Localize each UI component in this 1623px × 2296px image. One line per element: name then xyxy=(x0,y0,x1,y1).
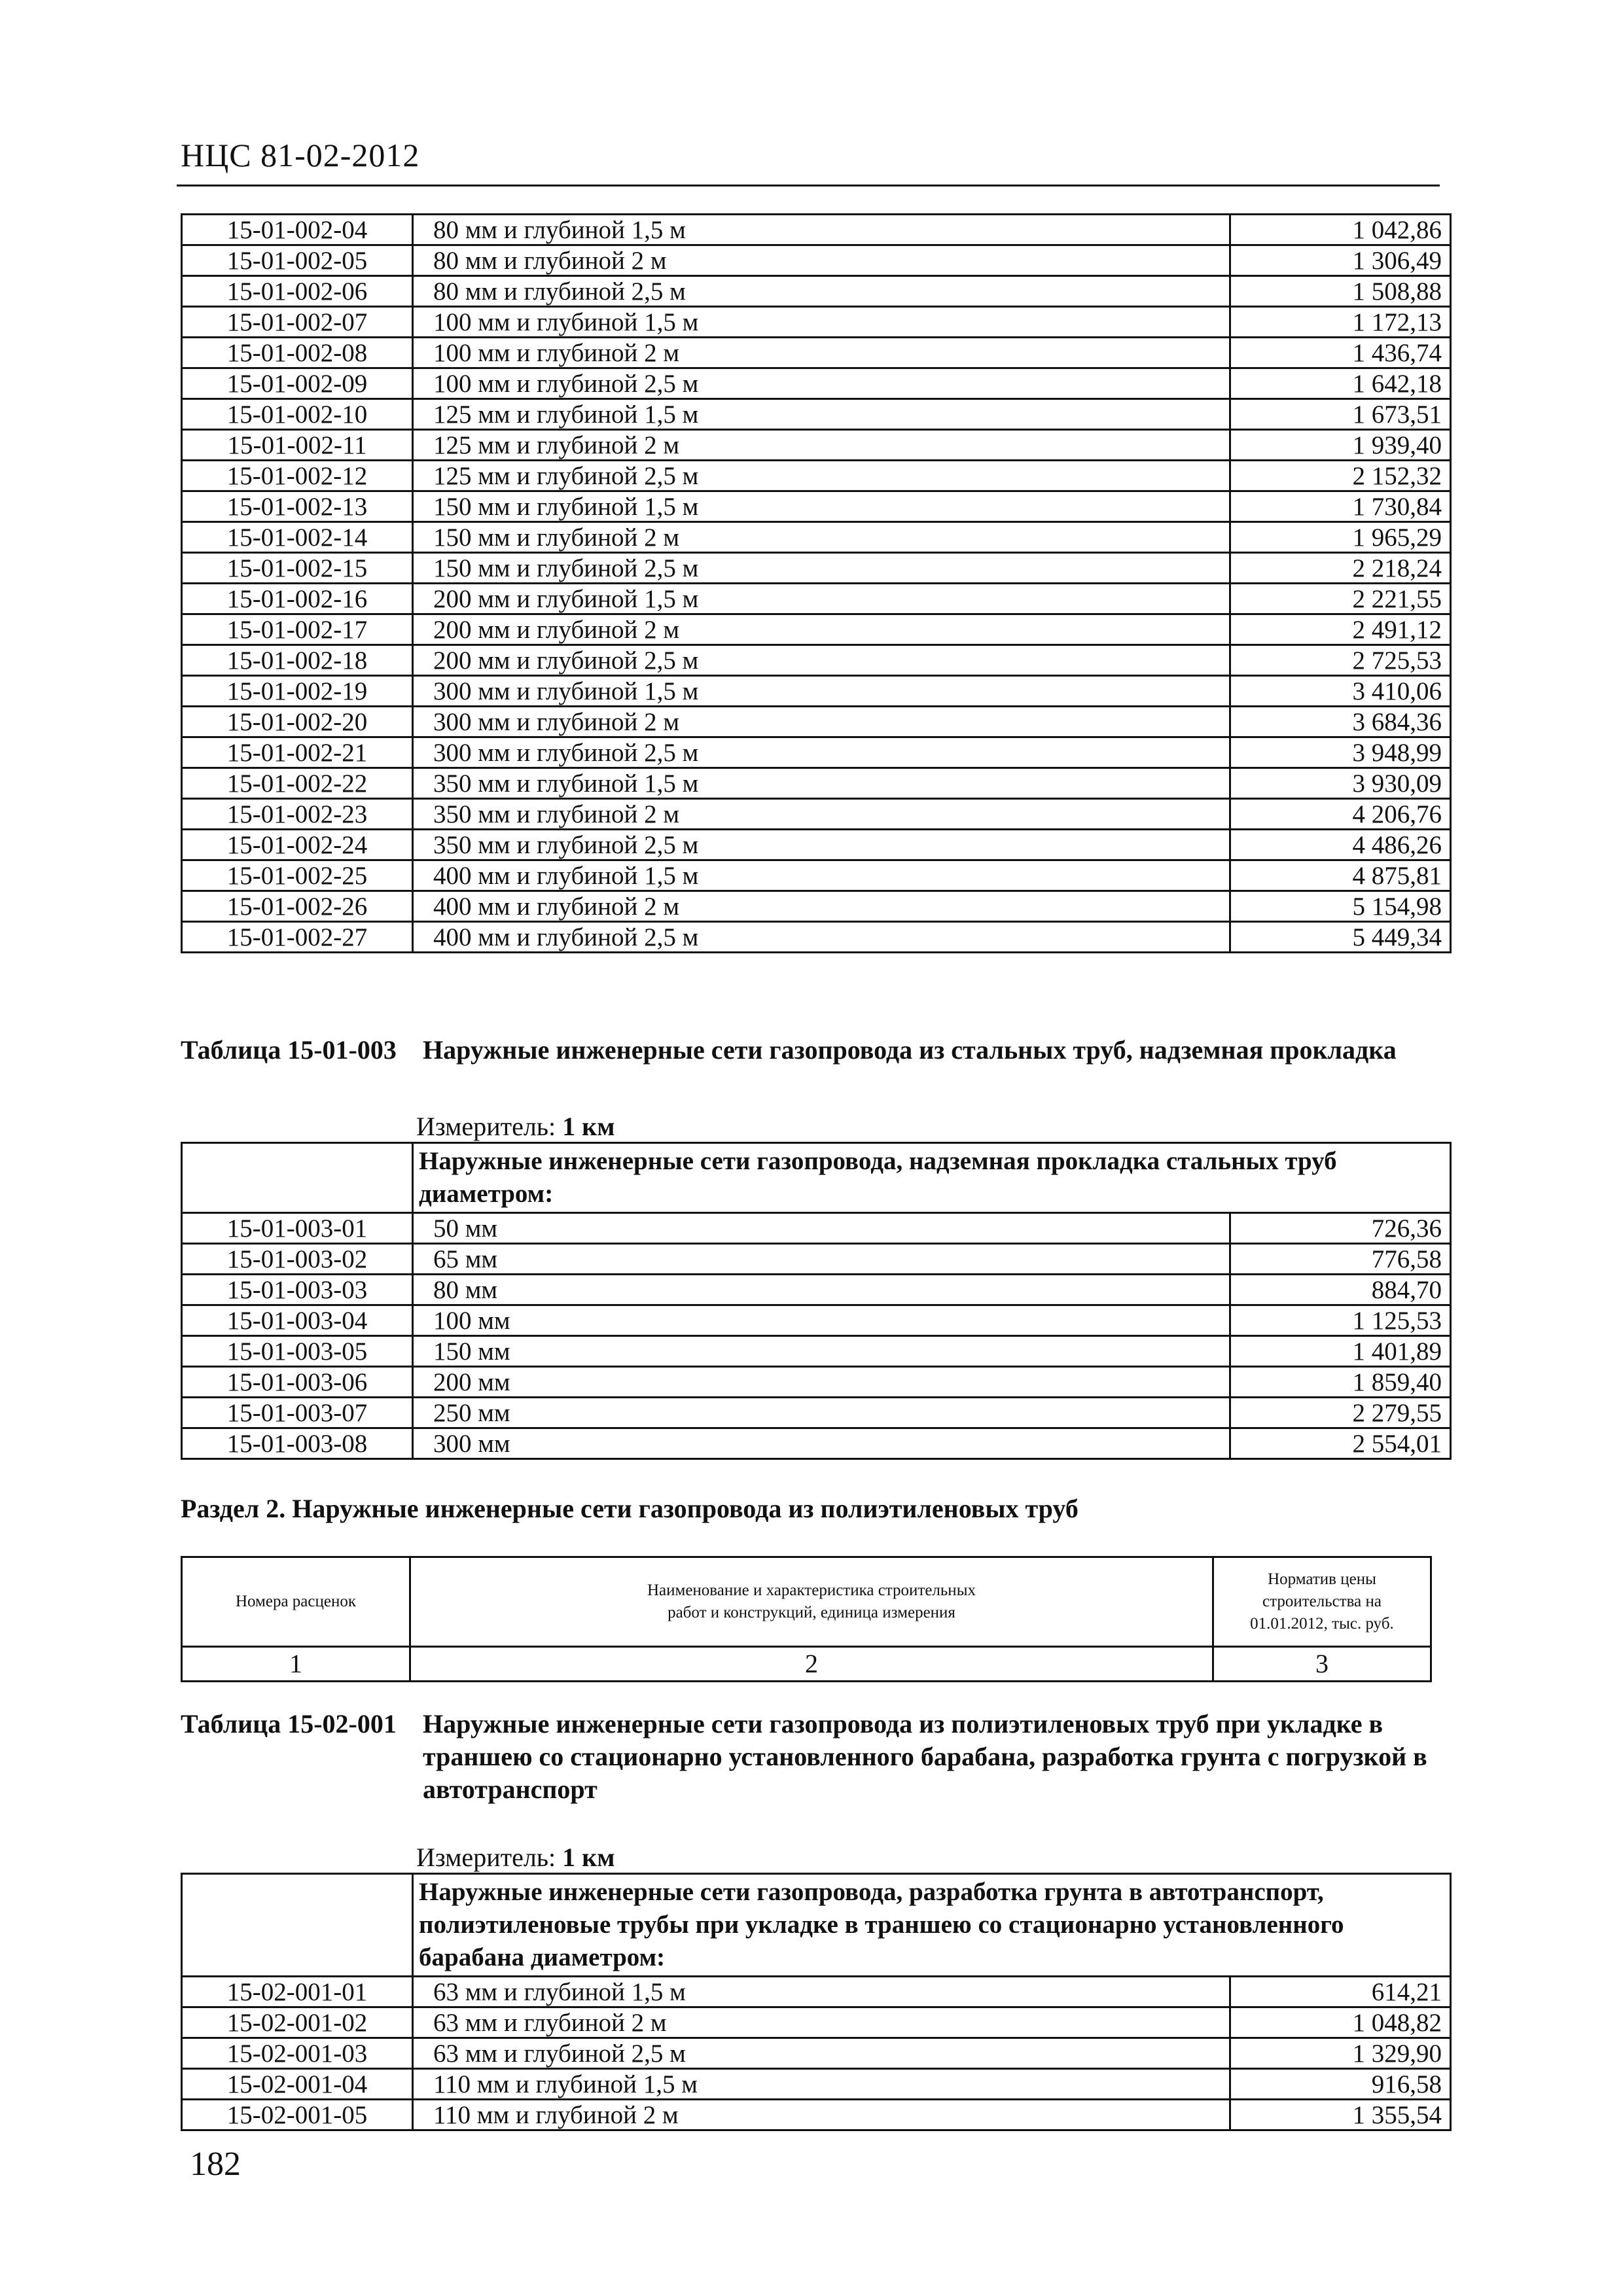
table-group-row xyxy=(182,1874,1451,1977)
table-row xyxy=(182,522,1451,553)
price-value: 1 642,18 xyxy=(1230,368,1451,399)
price-value: 1 355,54 xyxy=(1230,2100,1451,2130)
page-number: 182 xyxy=(190,2146,241,2183)
rate-code: 15-01-002-16 xyxy=(182,584,413,614)
empty-code-cell xyxy=(182,1143,413,1213)
table-label: Таблица 15-02-001 xyxy=(181,1709,397,1739)
price-value: 1 859,40 xyxy=(1230,1367,1451,1398)
table-row xyxy=(182,1428,1451,1459)
rate-code: 15-01-002-09 xyxy=(182,368,413,399)
item-description: 125 мм и глубиной 2,5 м xyxy=(413,461,1230,491)
item-description: 100 мм и глубиной 2,5 м xyxy=(413,368,1230,399)
column-number: 1 xyxy=(182,1647,410,1682)
price-value: 776,58 xyxy=(1230,1244,1451,1275)
column-number: 3 xyxy=(1213,1647,1431,1682)
rate-code: 15-02-001-04 xyxy=(182,2069,413,2100)
price-value: 614,21 xyxy=(1230,1977,1451,2007)
price-value: 3 948,99 xyxy=(1230,737,1451,768)
unit-value: 1 км xyxy=(562,1843,615,1872)
column-header-name xyxy=(410,1557,1213,1647)
table-row xyxy=(182,1213,1451,1244)
column-header-table xyxy=(181,1556,1432,1682)
price-value: 2 279,55 xyxy=(1230,1398,1451,1428)
rate-code: 15-01-002-04 xyxy=(182,215,413,245)
item-description: 80 мм и глубиной 1,5 м xyxy=(413,215,1230,245)
rate-code: 15-01-002-07 xyxy=(182,307,413,338)
table-row xyxy=(182,430,1451,461)
table-body xyxy=(182,215,1451,953)
price-value: 2 152,32 xyxy=(1230,461,1451,491)
price-value: 2 491,12 xyxy=(1230,614,1451,645)
table-row xyxy=(182,338,1451,368)
table-row xyxy=(182,707,1451,737)
table-row xyxy=(182,799,1451,830)
item-description: 110 мм и глубиной 1,5 м xyxy=(413,2069,1230,2100)
item-description: 100 мм xyxy=(413,1305,1230,1336)
rate-code: 15-01-002-19 xyxy=(182,676,413,707)
item-description: 80 мм xyxy=(413,1275,1230,1305)
price-value: 1 042,86 xyxy=(1230,215,1451,245)
rate-code: 15-02-001-03 xyxy=(182,2038,413,2069)
rate-code: 15-01-003-08 xyxy=(182,1428,413,1459)
rate-code: 15-01-002-10 xyxy=(182,399,413,430)
rate-code: 15-01-002-17 xyxy=(182,614,413,645)
unit-value: 1 км xyxy=(562,1112,615,1141)
item-description: 63 мм и глубиной 2,5 м xyxy=(413,2038,1230,2069)
table-label: Таблица 15-01-003 xyxy=(181,1035,397,1065)
table-row xyxy=(182,1977,1451,2007)
document-code-header: НЦС 81-02-2012 xyxy=(181,137,420,173)
rate-code: 15-01-003-04 xyxy=(182,1305,413,1336)
price-value: 3 410,06 xyxy=(1230,676,1451,707)
rate-code: 15-01-002-27 xyxy=(182,922,413,953)
price-value: 1 436,74 xyxy=(1230,338,1451,368)
column-header-price xyxy=(1213,1557,1431,1647)
price-value: 1 508,88 xyxy=(1230,276,1451,307)
item-description: 125 мм и глубиной 2 м xyxy=(413,430,1230,461)
column-header-row xyxy=(182,1557,1431,1647)
rate-code: 15-01-003-06 xyxy=(182,1367,413,1398)
item-description: 300 мм и глубиной 1,5 м xyxy=(413,676,1230,707)
price-value: 2 554,01 xyxy=(1230,1428,1451,1459)
table-row xyxy=(182,2007,1451,2038)
item-description: 400 мм и глубиной 2 м xyxy=(413,891,1230,922)
item-description: 125 мм и глубиной 1,5 м xyxy=(413,399,1230,430)
rate-code: 15-01-002-25 xyxy=(182,860,413,891)
table-row xyxy=(182,2069,1451,2100)
rate-code: 15-02-001-05 xyxy=(182,2100,413,2130)
rate-code: 15-01-002-23 xyxy=(182,799,413,830)
group-title: Наружные инженерные сети газопровода, надземная прокладка стальных труб диаметром: xyxy=(413,1143,1451,1213)
column-header-price-text: Норматив цены строительства на 01.01.2012, тыс. руб. xyxy=(1250,1570,1394,1633)
group-title: Наружные инженерные сети газопровода, разработка грунта в автотранспорт, полиэтиленовые трубы при укладке в траншею со стационарно установленного барабана диаметром: xyxy=(413,1874,1451,1977)
price-value: 1 401,89 xyxy=(1230,1336,1451,1367)
item-description: 100 мм и глубиной 2 м xyxy=(413,338,1230,368)
price-value: 4 206,76 xyxy=(1230,799,1451,830)
column-header-name-text: Наименование и характеристика строительных работ и конструкций, единица измерения xyxy=(647,1581,976,1621)
rate-code: 15-01-002-20 xyxy=(182,707,413,737)
price-value: 1 125,53 xyxy=(1230,1305,1451,1336)
table-row xyxy=(182,860,1451,891)
price-value: 2 725,53 xyxy=(1230,645,1451,676)
item-description: 300 мм и глубиной 2 м xyxy=(413,707,1230,737)
column-number: 2 xyxy=(410,1647,1213,1682)
table-row xyxy=(182,553,1451,584)
section-title: Раздел 2. Наружные инженерные сети газопровода из полиэтиленовых труб xyxy=(181,1494,1079,1523)
unit-label: Измеритель: xyxy=(416,1843,556,1872)
rate-code: 15-01-002-11 xyxy=(182,430,413,461)
price-value: 1 306,49 xyxy=(1230,245,1451,276)
rate-code: 15-01-002-14 xyxy=(182,522,413,553)
item-description: 50 мм xyxy=(413,1213,1230,1244)
price-table-15-01-003 xyxy=(181,1142,1452,1460)
table-group-row xyxy=(182,1143,1451,1213)
table-row xyxy=(182,614,1451,645)
price-value: 1 673,51 xyxy=(1230,399,1451,430)
price-value: 1 939,40 xyxy=(1230,430,1451,461)
price-value: 1 730,84 xyxy=(1230,491,1451,522)
item-description: 300 мм xyxy=(413,1428,1230,1459)
column-number-row xyxy=(182,1647,1431,1682)
table-row xyxy=(182,276,1451,307)
price-value: 5 154,98 xyxy=(1230,891,1451,922)
table-row xyxy=(182,1367,1451,1398)
price-value: 3 684,36 xyxy=(1230,707,1451,737)
price-value: 1 172,13 xyxy=(1230,307,1451,338)
price-value: 4 486,26 xyxy=(1230,830,1451,860)
table-row xyxy=(182,584,1451,614)
price-table-15-01-002 xyxy=(181,213,1452,953)
price-value: 884,70 xyxy=(1230,1275,1451,1305)
rate-code: 15-01-002-21 xyxy=(182,737,413,768)
table-body xyxy=(182,1213,1451,1459)
rate-code: 15-01-002-13 xyxy=(182,491,413,522)
table-row xyxy=(182,245,1451,276)
table-caption-text: Наружные инженерные сети газопровода из стальных труб, надземная прокладка xyxy=(423,1035,1397,1065)
table-row xyxy=(182,1244,1451,1275)
empty-code-cell xyxy=(182,1874,413,1977)
table-row xyxy=(182,1305,1451,1336)
item-description: 100 мм и глубиной 1,5 м xyxy=(413,307,1230,338)
table-row xyxy=(182,768,1451,799)
item-description: 80 мм и глубиной 2,5 м xyxy=(413,276,1230,307)
rate-code: 15-01-002-06 xyxy=(182,276,413,307)
item-description: 200 мм и глубиной 2 м xyxy=(413,614,1230,645)
rate-code: 15-01-002-15 xyxy=(182,553,413,584)
rate-code: 15-01-002-22 xyxy=(182,768,413,799)
price-value: 4 875,81 xyxy=(1230,860,1451,891)
item-description: 63 мм и глубиной 1,5 м xyxy=(413,1977,1230,2007)
table-row xyxy=(182,1275,1451,1305)
price-value: 726,36 xyxy=(1230,1213,1451,1244)
item-description: 350 мм и глубиной 1,5 м xyxy=(413,768,1230,799)
item-description: 63 мм и глубиной 2 м xyxy=(413,2007,1230,2038)
table-row xyxy=(182,737,1451,768)
rate-code: 15-01-002-12 xyxy=(182,461,413,491)
rate-code: 15-02-001-01 xyxy=(182,1977,413,2007)
price-value: 916,58 xyxy=(1230,2069,1451,2100)
item-description: 250 мм xyxy=(413,1398,1230,1428)
unit-label: Измеритель: xyxy=(416,1112,556,1141)
table-row xyxy=(182,830,1451,860)
item-description: 65 мм xyxy=(413,1244,1230,1275)
table-row xyxy=(182,1398,1451,1428)
price-value: 2 221,55 xyxy=(1230,584,1451,614)
price-value: 1 329,90 xyxy=(1230,2038,1451,2069)
table-row xyxy=(182,645,1451,676)
price-value: 5 449,34 xyxy=(1230,922,1451,953)
header-rule xyxy=(177,185,1440,186)
table-row xyxy=(182,461,1451,491)
item-description: 350 мм и глубиной 2 м xyxy=(413,799,1230,830)
rate-code: 15-01-003-01 xyxy=(182,1213,413,1244)
item-description: 400 мм и глубиной 2,5 м xyxy=(413,922,1230,953)
table-row xyxy=(182,922,1451,953)
unit-of-measure xyxy=(416,1842,615,1873)
price-value: 1 048,82 xyxy=(1230,2007,1451,2038)
table-row xyxy=(182,215,1451,245)
item-description: 150 мм xyxy=(413,1336,1230,1367)
item-description: 200 мм xyxy=(413,1367,1230,1398)
rate-code: 15-02-001-02 xyxy=(182,2007,413,2038)
rate-code: 15-01-002-24 xyxy=(182,830,413,860)
table-row xyxy=(182,891,1451,922)
unit-of-measure xyxy=(416,1111,615,1142)
item-description: 300 мм и глубиной 2,5 м xyxy=(413,737,1230,768)
table-caption-text: Наружные инженерные сети газопровода из полиэтиленовых труб при укладке в траншею со стационарно установленного барабана, разработка грунта с погрузкой в автотранспорт xyxy=(423,1709,1427,1804)
table-row xyxy=(182,1336,1451,1367)
rate-code: 15-01-003-03 xyxy=(182,1275,413,1305)
rate-code: 15-01-003-02 xyxy=(182,1244,413,1275)
item-description: 350 мм и глубиной 2,5 м xyxy=(413,830,1230,860)
price-value: 3 930,09 xyxy=(1230,768,1451,799)
item-description: 80 мм и глубиной 2 м xyxy=(413,245,1230,276)
item-description: 150 мм и глубиной 2,5 м xyxy=(413,553,1230,584)
table-row xyxy=(182,368,1451,399)
table-row xyxy=(182,2100,1451,2130)
price-value: 1 965,29 xyxy=(1230,522,1451,553)
table-row xyxy=(182,676,1451,707)
table-row xyxy=(182,491,1451,522)
rate-code: 15-01-003-07 xyxy=(182,1398,413,1428)
item-description: 400 мм и глубиной 1,5 м xyxy=(413,860,1230,891)
rate-code: 15-01-003-05 xyxy=(182,1336,413,1367)
rate-code: 15-01-002-05 xyxy=(182,245,413,276)
table-row xyxy=(182,2038,1451,2069)
table-row xyxy=(182,399,1451,430)
item-description: 200 мм и глубиной 2,5 м xyxy=(413,645,1230,676)
item-description: 200 мм и глубиной 1,5 м xyxy=(413,584,1230,614)
price-table-15-02-001 xyxy=(181,1873,1452,2131)
rate-code: 15-01-002-18 xyxy=(182,645,413,676)
table-body xyxy=(182,1977,1451,2130)
item-description: 150 мм и глубиной 1,5 м xyxy=(413,491,1230,522)
item-description: 150 мм и глубиной 2 м xyxy=(413,522,1230,553)
column-header-codes: Номера расценок xyxy=(182,1557,410,1647)
rate-code: 15-01-002-08 xyxy=(182,338,413,368)
price-value: 2 218,24 xyxy=(1230,553,1451,584)
table-row xyxy=(182,307,1451,338)
item-description: 110 мм и глубиной 2 м xyxy=(413,2100,1230,2130)
rate-code: 15-01-002-26 xyxy=(182,891,413,922)
